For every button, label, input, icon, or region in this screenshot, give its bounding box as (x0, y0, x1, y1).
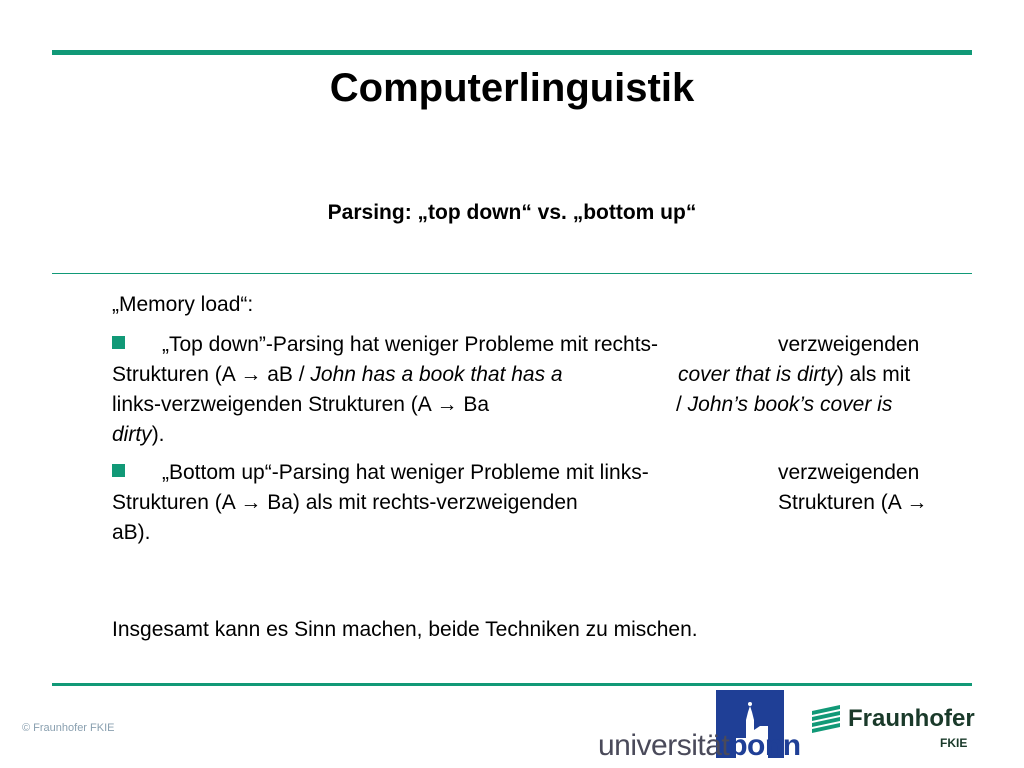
square-bullet-icon (112, 464, 125, 477)
fraunhofer-mark-icon (812, 705, 842, 733)
page-title: Computerlinguistik (329, 66, 695, 110)
bullet-text: ) als mit (836, 363, 911, 386)
memory-load-heading: „Memory load“: (112, 293, 254, 316)
slide-subtitle: Parsing: „top down“ vs. „bottom up“ (327, 201, 697, 224)
bullet-line (112, 488, 962, 518)
top-rule (52, 50, 972, 55)
bullet-line (112, 330, 962, 360)
separator-rule (52, 273, 972, 274)
bullet-text: Strukturen (A → (778, 491, 928, 514)
bullet-text: ). (151, 423, 165, 446)
bullet-text: verzweigenden (778, 333, 920, 356)
bullet-text: Strukturen (A → aB / (112, 363, 311, 386)
bullet-top-down (112, 330, 962, 450)
fraunhofer-logo-text: Fraunhofer (848, 705, 975, 732)
example-text: dirty (112, 423, 152, 446)
summary-text: Insgesamt kann es Sinn machen, beide Techniken zu mischen. (112, 618, 698, 641)
bullet-text: / (676, 393, 688, 416)
bottom-rule (52, 683, 972, 686)
uni-bonn-logo (598, 728, 801, 764)
square-bullet-icon (112, 336, 125, 349)
slide-content (112, 290, 962, 556)
copyright-notice: © Fraunhofer FKIE (22, 722, 115, 734)
uni-logo-text: universität (598, 729, 730, 762)
bullet-line (112, 360, 962, 390)
bullet-text: aB). (112, 521, 151, 544)
uni-logo-bold-text: bonn (729, 729, 801, 762)
fraunhofer-unit-text: FKIE (940, 736, 968, 750)
bullet-bottom-up (112, 458, 962, 548)
bullet-line (112, 420, 962, 450)
bullet-line (112, 458, 962, 488)
example-text: John has a book that has a (310, 363, 563, 386)
bullet-text: „Bottom up“-Parsing hat weniger Probleme mit links- (162, 461, 649, 484)
bullet-text: Strukturen (A → Ba) als mit rechts-verzweigenden (112, 491, 578, 514)
bullet-text: „Top down”-Parsing hat weniger Probleme mit rechts- (162, 333, 659, 356)
bullet-line (112, 518, 962, 548)
bullet-text: links-verzweigenden Strukturen (A → Ba (112, 393, 490, 416)
bullet-text: verzweigenden (778, 461, 920, 484)
example-text: cover that is dirty (678, 363, 837, 386)
bullet-line (112, 390, 962, 420)
example-text: John’s book’s cover is (687, 393, 893, 416)
